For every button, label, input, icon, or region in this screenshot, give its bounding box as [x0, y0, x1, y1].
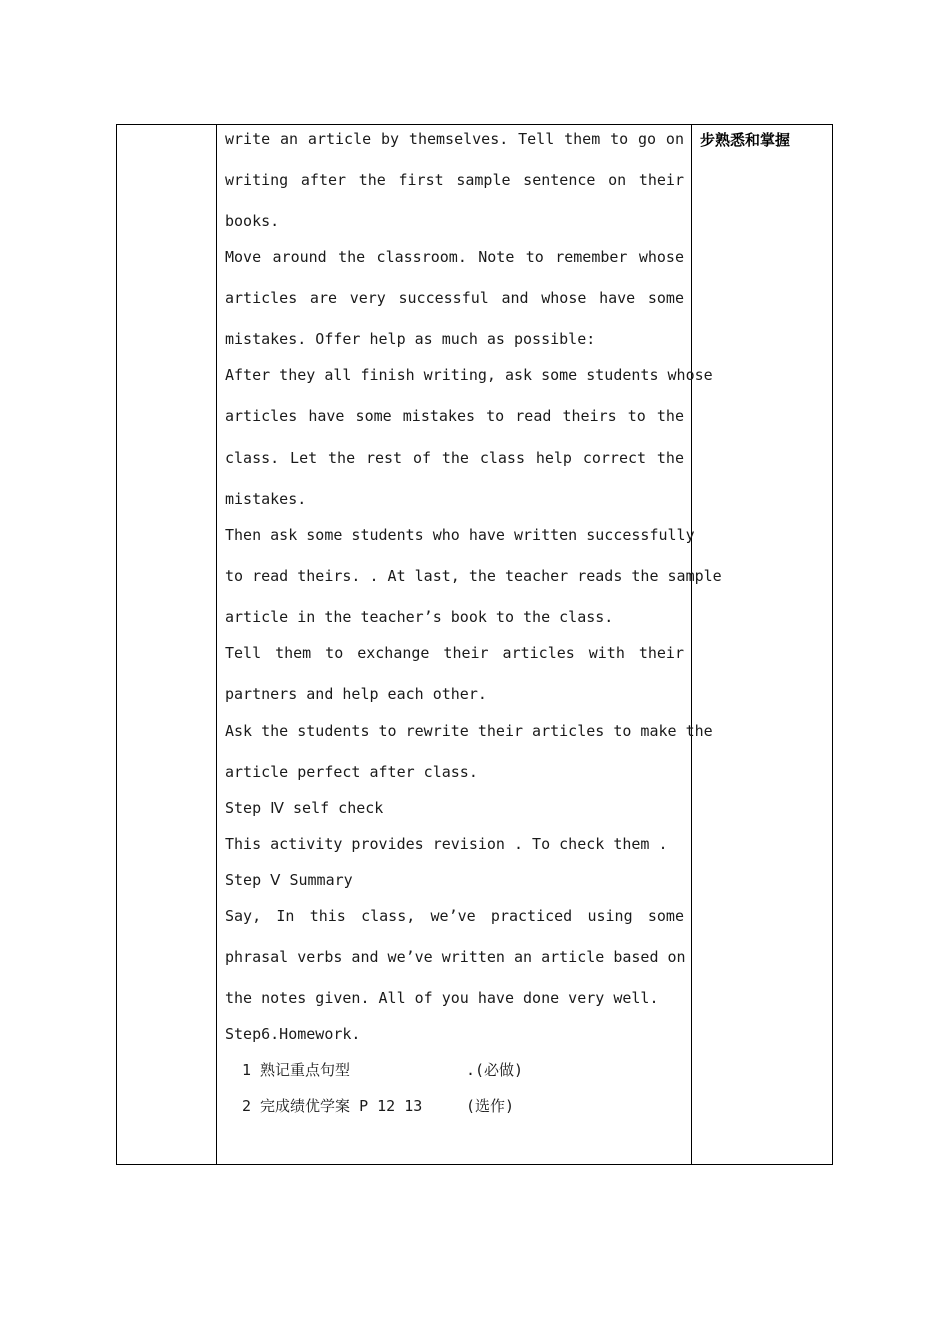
homework-text: 1 熟记重点句型 — [242, 1061, 351, 1079]
content-column — [217, 125, 722, 1164]
step-heading: Step Ⅳ self check — [225, 799, 384, 817]
text-line: books. — [225, 212, 280, 230]
text-line: After they all finish writing, ask some students whose — [225, 366, 713, 384]
step-heading: Step Ⅴ Summary — [225, 871, 353, 889]
text-line: articles are very successful and whose have some — [225, 289, 684, 307]
text-line: Then ask some students who have written successfully — [225, 526, 695, 544]
lesson-table — [116, 124, 833, 1165]
step-heading: Step6.Homework. — [225, 1025, 361, 1043]
text-line: mistakes. Offer help as much as possible: — [225, 330, 596, 348]
text-line: to read theirs. . At last, the teacher reads the sample — [225, 567, 722, 585]
homework-note: (选作) — [466, 1097, 515, 1115]
text-line: mistakes. — [225, 490, 307, 508]
text-line: Ask the students to rewrite their articles to make the — [225, 722, 713, 740]
text-line: This activity provides revision . To check them . — [225, 835, 668, 853]
text-line: Tell them to exchange their articles with their — [225, 644, 684, 662]
text-line: partners and help each other. — [225, 685, 487, 703]
text-line: writing after the first sample sentence on their — [225, 171, 684, 189]
homework-note: .(必做) — [466, 1061, 524, 1079]
homework-text: 2 完成绩优学案 P 12 13 — [242, 1097, 423, 1115]
text-line: article in the teacher’s book to the class. — [225, 608, 614, 626]
text-line: Say, In this class, we’ve practiced using some — [225, 907, 684, 925]
right-column — [692, 125, 832, 1164]
left-column — [117, 125, 217, 1164]
text-line: articles have some mistakes to read theirs to the — [225, 407, 684, 425]
text-line: class. Let the rest of the class help correct the — [225, 449, 684, 467]
text-line: Move around the classroom. Note to remember whose — [225, 248, 684, 266]
text-line: phrasal verbs and we’ve written an article based on — [225, 948, 686, 966]
text-line: the notes given. All of you have done very well. — [225, 989, 659, 1007]
text-line: article perfect after class. — [225, 763, 478, 781]
right-column-text: 步熟悉和掌握 — [700, 131, 791, 149]
text-line: write an article by themselves. Tell them to go on — [225, 130, 684, 148]
